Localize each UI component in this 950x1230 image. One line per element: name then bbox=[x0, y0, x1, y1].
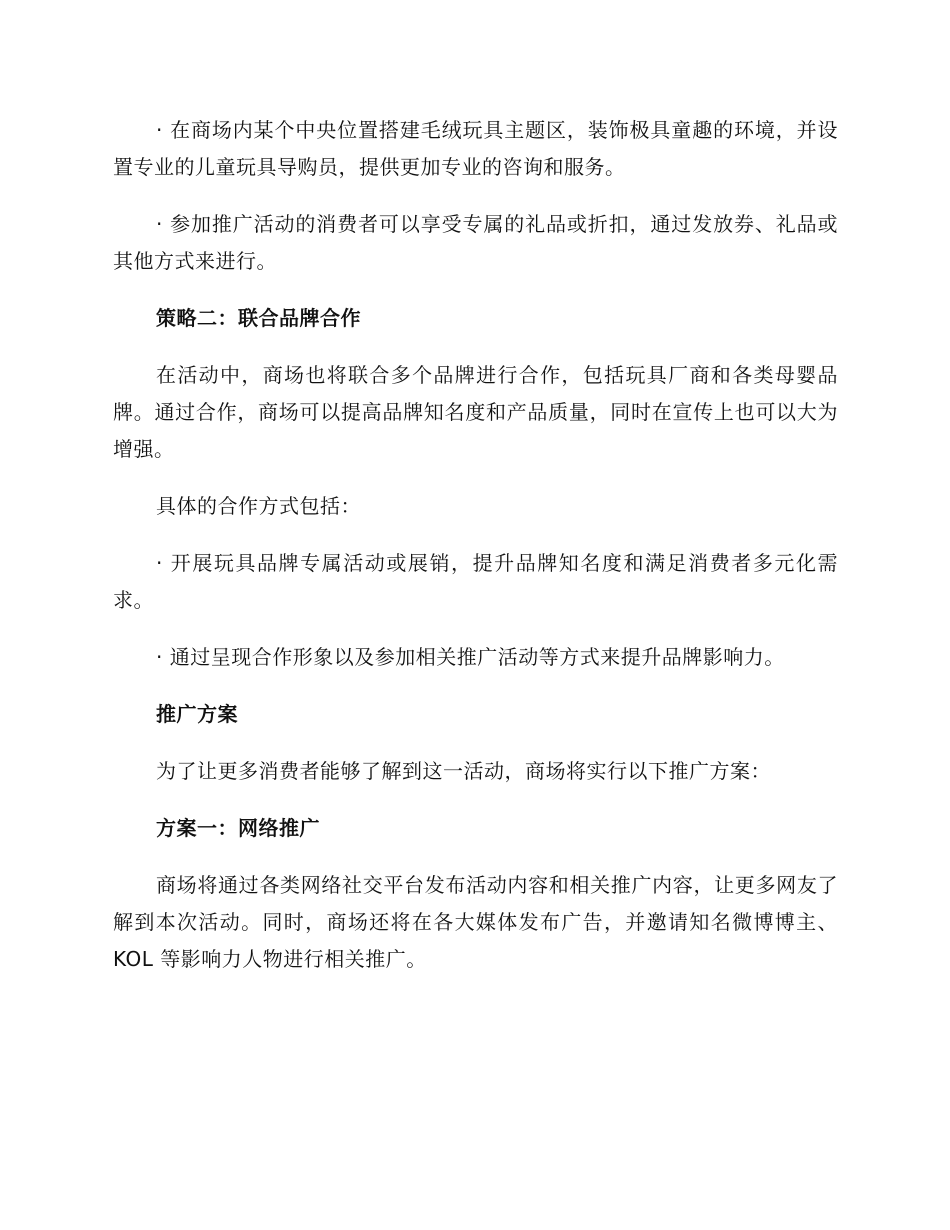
bullet-paragraph: · 参加推广活动的消费者可以享受专属的礼品或折扣，通过发放券、礼品或其他方式来进行。 bbox=[113, 212, 838, 273]
spacer bbox=[113, 186, 838, 206]
section-heading: 推广方案 bbox=[156, 702, 238, 726]
spacer bbox=[113, 733, 838, 753]
spacer bbox=[113, 468, 838, 488]
bullet-paragraph: · 通过呈现合作形象以及参加相关推广活动等方式来提升品牌影响力。 bbox=[156, 645, 785, 669]
bullet-paragraph: · 开展玩具品牌专属活动或展销，提升品牌知名度和满足消费者多元化需求。 bbox=[113, 551, 838, 612]
document-page bbox=[113, 112, 838, 978]
section-heading: 方案一：网络推广 bbox=[156, 816, 320, 840]
body-paragraph: 商场将通过各类网络社交平台发布活动内容和相关推广内容，让更多网友了解到本次活动。同时，商场还将在各大媒体发布广告，并邀请知名微博博主、KOL 等影响力人物进行相关推广。 bbox=[113, 873, 838, 971]
body-paragraph: 具体的合作方式包括： bbox=[156, 494, 361, 518]
body-paragraph: 在活动中，商场也将联合多个品牌进行合作，包括玩具厂商和各类母婴品牌。通过合作，商场可以提高品牌知名度和产品质量，同时在宣传上也可以大为增强。 bbox=[113, 363, 838, 461]
bullet-paragraph: · 在商场内某个中央位置搭建毛绒玩具主题区，装饰极具童趣的环境，并设置专业的儿童玩具导购员，提供更加专业的咨询和服务。 bbox=[113, 118, 838, 179]
spacer bbox=[113, 280, 838, 300]
section-heading: 策略二：联合品牌合作 bbox=[156, 306, 361, 330]
spacer bbox=[113, 525, 838, 545]
spacer bbox=[113, 337, 838, 357]
spacer bbox=[113, 790, 838, 810]
spacer bbox=[113, 676, 838, 696]
spacer bbox=[113, 619, 838, 639]
spacer bbox=[113, 847, 838, 867]
body-paragraph: 为了让更多消费者能够了解到这一活动，商场将实行以下推广方案： bbox=[156, 759, 771, 783]
